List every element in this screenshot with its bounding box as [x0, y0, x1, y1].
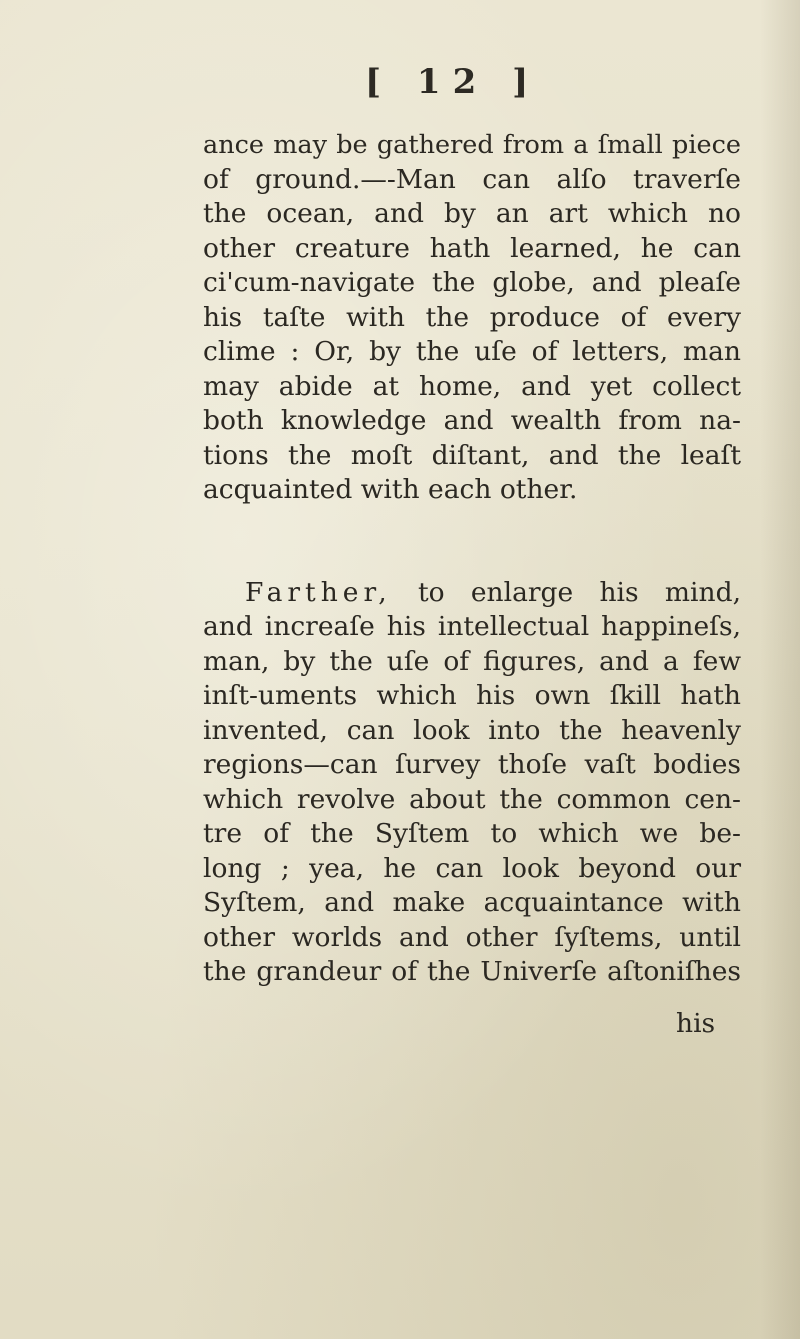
text-line: ance may be gathered from a ſmall piece — [203, 130, 741, 160]
text-line: ci'cum-navigate the globe, and pleaſe — [203, 267, 741, 298]
text-line: clime : Or, by the uſe of letters, man — [203, 336, 741, 367]
text-line: regions—can ſurvey thoſe vaſt bodies — [203, 749, 741, 780]
paragraph-lead-word: Farther, — [245, 576, 392, 608]
text-line: his taſte with the produce of every — [203, 301, 741, 333]
text-line: acquainted with each other. — [203, 474, 578, 505]
text-line: of ground.—-Man can alſo traverſe — [203, 163, 741, 195]
text-line: and increaſe his intellectual happineſs, — [203, 611, 741, 642]
text-line: both knowledge and wealth from na- — [203, 405, 741, 436]
page-edge-shadow — [760, 0, 800, 1339]
text-line: Syſtem, and make acquaintance with — [203, 887, 741, 918]
body-text — [203, 128, 741, 990]
page-number: [ 12 ] — [365, 62, 541, 102]
paragraph-gap — [203, 508, 741, 576]
text-line: tions the moſt diſtant, and the leaſt — [203, 439, 741, 471]
text-line: inſt-uments which his own ſkill hath — [203, 680, 741, 711]
text-line: invented, can look into the heavenly — [203, 714, 741, 746]
catchword: his — [676, 1008, 716, 1039]
text-line: the ocean, and by an art which no — [203, 198, 741, 229]
text-line: the grandeur of the Univerſe aſtoniſhes — [203, 956, 741, 987]
text-line: long ; yea, he can look beyond our — [203, 852, 741, 884]
paragraph-opening-text: to enlarge his mind, — [417, 576, 741, 608]
text-line: which revolve about the common cen- — [203, 783, 741, 815]
text-line: man, by the uſe of figures, and a few — [203, 645, 741, 677]
text-line: tre of the Syſtem to which we be- — [203, 818, 741, 849]
text-line: other creature hath learned, he can — [203, 232, 741, 264]
text-line: may abide at home, and yet collect — [203, 370, 741, 402]
paragraph-opening-line — [203, 576, 741, 611]
text-line: other worlds and other ſyſtems, until — [203, 921, 741, 953]
